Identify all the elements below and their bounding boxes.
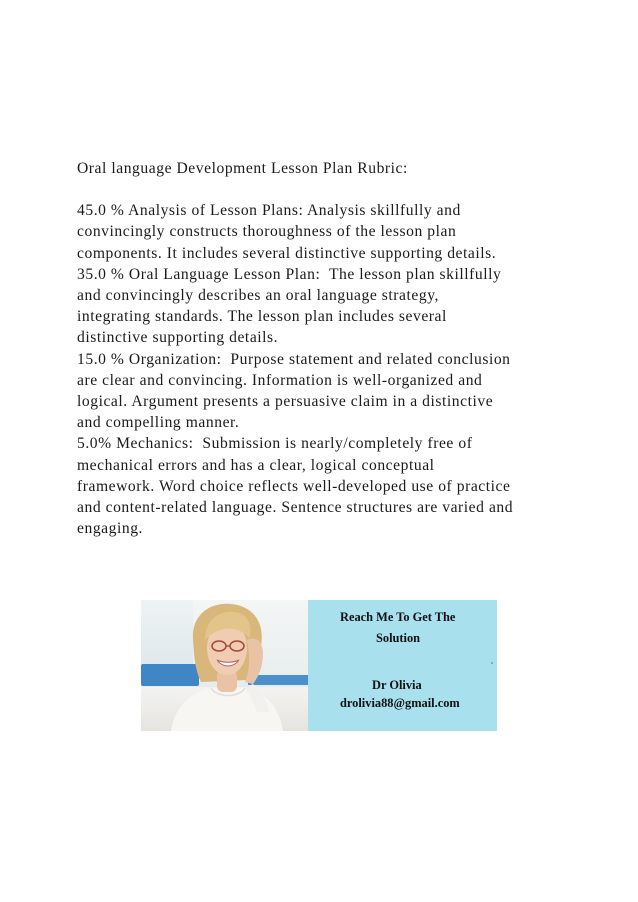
rubric-item-mechanics: 5.0% Mechanics: Submission is nearly/completely free of mechanical errors and has a clear, logical conceptual framework. Word choice reflects well-developed use of practice and content-related language. Sentence structures are varied and engaging. [77, 435, 514, 538]
rubric-item-analysis: 45.0 % Analysis of Lesson Plans: Analysis skillfully and convincingly constructs thoroughness of the lesson plan components. It includes several distinctive supporting details. [77, 202, 497, 262]
contact-email[interactable]: drolivia88@gmail.com [340, 696, 460, 710]
rubric-item-oral-language: 35.0 % Oral Language Lesson Plan: The lesson plan skillfully and convincingly describes an oral language strategy, integrating standards. The lesson plan includes several distinctive supporting details. [77, 265, 502, 347]
rubric-item-organization: 15.0 % Organization: Purpose statement and related conclusion are clear and convincing. Information is well-organized and logical. Argument presents a persuasive claim in a distinctive and compelling manner. [77, 350, 511, 432]
person-illustration [141, 600, 308, 731]
contact-info-panel [308, 600, 497, 731]
banner-headline-line2: Solution [376, 631, 421, 645]
rubric-text [77, 158, 577, 539]
banner-headline-line1: Reach Me To Get The [340, 610, 456, 624]
document-title: Oral language Development Lesson Plan Rubric: [77, 160, 408, 177]
contact-banner [141, 600, 497, 731]
woman-photo [141, 600, 308, 731]
spacer [77, 179, 577, 200]
contact-name: Dr Olivia [372, 678, 422, 692]
